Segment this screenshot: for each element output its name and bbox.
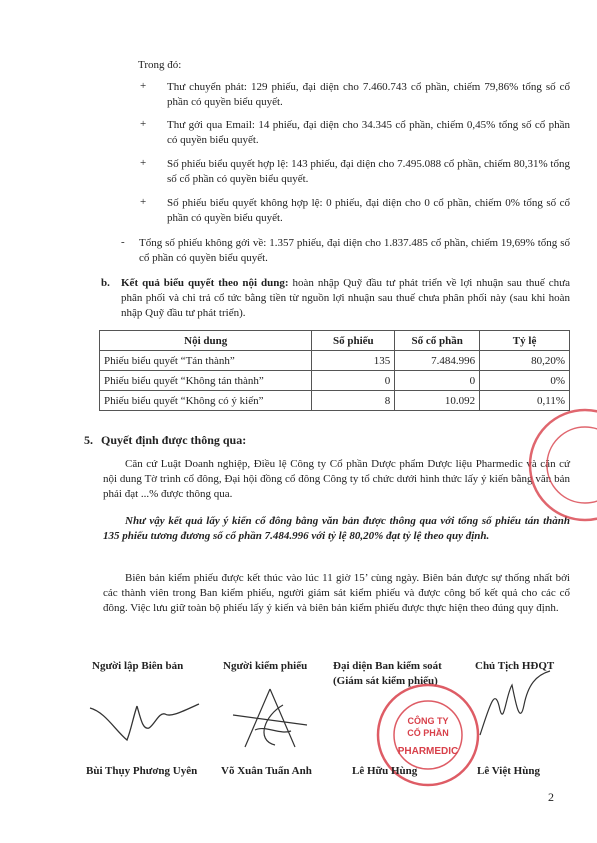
signature-recorder (85, 690, 205, 750)
bullet-item: Số phiếu biểu quyết không hợp lệ: 0 phiếu, đại diện cho 0 cổ phần, chiếm 0% tổng số cổ phần có quyền biểu quyết. (167, 197, 570, 224)
column-header: Số phiếu (312, 331, 395, 351)
section-b-body: hoàn nhập Quỹ đầu tư phát triển về lợi nhuận sau thuế chưa phân phối và chi trả cổ tức bằng tiền từ nguồn lợi nhuận sau thuế chưa phân phối này (sau khi hoàn nhập Quỹ đầu tư phát triển). (121, 277, 570, 319)
seal-line1: CÔNG TY (407, 716, 449, 726)
section-b-marker: b. (101, 277, 110, 289)
section-5-conclusion: Như vậy kết quả lấy ý kiến cổ đông bằng văn bản được thông qua với tổng số phiếu tán thành 135 phiếu tương đương số cổ phần 7.484.996 với tỷ lệ 80,20% đạt tỷ lệ theo quy định. (103, 515, 570, 542)
table-cell: 0 (312, 371, 395, 391)
table-cell: 10.092 (395, 391, 480, 411)
signer-name-recorder: Bùi Thụy Phương Uyên (86, 765, 198, 777)
bullet-mark: + (140, 118, 147, 130)
page-number: 2 (548, 790, 554, 804)
column-header: Tỷ lệ (480, 331, 570, 351)
table-cell: 0,11% (480, 391, 570, 411)
table-cell: Phiếu biểu quyết “Tán thành” (100, 351, 312, 371)
section-5-marker: 5. (84, 433, 93, 447)
table-row (100, 351, 570, 371)
table-cell: 135 (312, 351, 395, 371)
table-row (100, 371, 570, 391)
seal-line3: PHARMEDIC (397, 746, 459, 757)
signer-title-recorder: Người lập Biên bản (92, 660, 184, 672)
bullet-mark: + (140, 196, 147, 208)
table-cell: 8 (312, 391, 395, 411)
table-cell: Phiếu biểu quyết “Không tán thành” (100, 371, 312, 391)
table-cell: 80,20% (480, 351, 570, 371)
table-cell: Phiếu biểu quyết “Không có ý kiến” (100, 391, 312, 411)
intro-label: Trong đó: (138, 59, 182, 71)
section-b-title: Kết quả biểu quyết theo nội dung: (121, 277, 289, 289)
bullet-item: Thư chuyển phát: 129 phiếu, đại diện cho 7.460.743 cổ phần, chiếm 79,86% tổng số cổ phần có quyền biểu quyết. (167, 81, 570, 108)
signer-title-chairman: Chủ Tịch HĐQT (475, 660, 555, 672)
signer-title-counter: Người kiểm phiếu (223, 660, 308, 672)
signer-title-supervisor: Đại diện Ban kiểm soát (333, 660, 442, 672)
section-5-closing: Biên bản kiểm phiếu được kết thúc vào lúc 11 giờ 15’ cùng ngày. Biên bản được sự thống nhất bởi các thành viên trong Ban kiểm phiếu, người giám sát kiểm phiếu và được công bố kết quả cho các cổ đông. Việc lưu giữ toàn bộ phiếu lấy ý kiến và biên bản kiểm phiếu được thực hiện theo đúng quy định. (103, 572, 570, 614)
bullet-item: Số phiếu biểu quyết hợp lệ: 143 phiếu, đại diện cho 7.495.088 cổ phần, chiếm 80,31% tổng số cổ phần có quyền biểu quyết. (167, 158, 570, 185)
table-cell: 0% (480, 371, 570, 391)
section-5-paragraph: Căn cứ Luật Doanh nghiệp, Điều lệ Công ty Cổ phần Dược phẩm Dược liệu Pharmedic và căn cứ nội dung Tờ trình cổ đông, Đại hội đồng cổ đông Công ty tổ chức dưới hình thức lấy ý kiến bằng văn bản phải đạt ...% được thông qua. (103, 458, 570, 500)
table-cell: 0 (395, 371, 480, 391)
bullet-mark: + (140, 157, 147, 169)
signer-subtitle-supervisor: (Giám sát kiểm phiếu) (333, 675, 438, 687)
section-b-text (121, 276, 570, 321)
column-header: Số cổ phần (395, 331, 480, 351)
bullet-mark: + (140, 80, 147, 92)
seal-line2: CỔ PHẦN (407, 728, 449, 738)
partial-seal (500, 400, 597, 530)
voting-results-table (99, 330, 570, 411)
signature-chairman (470, 665, 560, 745)
signer-name-chairman: Lê Việt Hùng (477, 765, 540, 777)
dash-item: Tổng số phiếu không gởi về: 1.357 phiếu, đại diện cho 1.837.485 cổ phần, chiếm 19,69% tổng số cổ phần có quyền biểu quyết. (139, 237, 570, 264)
signer-name-supervisor: Lê Hữu Hùng (352, 765, 418, 777)
column-header: Nội dung (100, 331, 312, 351)
table-row (100, 391, 570, 411)
signature-counter (225, 685, 315, 755)
table-header-row (100, 331, 570, 351)
dash-mark: - (121, 236, 125, 248)
section-5-title: Quyết định được thông qua: (101, 433, 247, 447)
bullet-item: Thư gởi qua Email: 14 phiếu, đại diện cho 34.345 cổ phần, chiếm 0,45% tổng số cổ phần có quyền biểu quyết. (167, 119, 570, 146)
signer-name-counter: Võ Xuân Tuấn Anh (221, 765, 312, 777)
table-cell: 7.484.996 (395, 351, 480, 371)
